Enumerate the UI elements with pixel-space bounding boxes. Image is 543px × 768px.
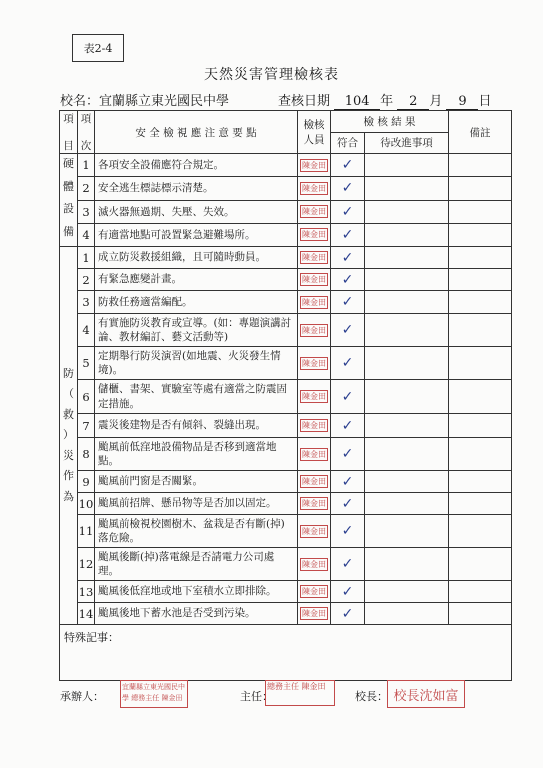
checklist-item-text: 各項安全設備應符合規定。 <box>95 154 298 177</box>
checklist-row <box>60 291 512 314</box>
conform-check[interactable]: ✓ <box>331 269 365 291</box>
inspector-stamp: 陳金田 <box>302 392 326 401</box>
school-name[interactable]: 宜蘭縣立東光國民中學 <box>99 94 230 109</box>
remarks-cell[interactable] <box>449 581 512 603</box>
principal-seal: 校長沈如富 <box>387 680 465 708</box>
date-year-field[interactable]: 104 <box>334 94 380 110</box>
conform-check[interactable]: ✓ <box>331 414 365 438</box>
conform-check[interactable]: ✓ <box>331 200 365 223</box>
inspector-cell[interactable] <box>298 581 331 603</box>
checklist-item-text: 颱風後地下蓄水池是否受到污染。 <box>95 603 298 625</box>
header-item: 安 全 檢 視 應 注 意 要 點 <box>95 111 298 154</box>
checklist-row <box>60 269 512 291</box>
item-number: 4 <box>78 223 95 246</box>
inspector-stamp: 陳金田 <box>302 421 326 430</box>
conform-check[interactable]: ✓ <box>331 581 365 603</box>
improvement-cell[interactable] <box>365 347 449 380</box>
header-category: 項 目 <box>60 111 78 154</box>
item-number: 9 <box>78 471 95 493</box>
inspector-stamp: 陳金田 <box>302 275 326 284</box>
checklist-item-text: 颱風後斷(掉)落電線是否請電力公司處理。 <box>95 548 298 581</box>
inspector-stamp: 陳金田 <box>302 559 326 569</box>
conform-check[interactable]: ✓ <box>331 347 365 380</box>
conform-check[interactable]: ✓ <box>331 177 365 200</box>
item-number: 10 <box>78 493 95 515</box>
inspector-stamp: 陳金田 <box>302 526 326 536</box>
improvement-cell[interactable] <box>365 247 449 269</box>
form-title: 天然災害管理檢核表 <box>204 67 339 83</box>
inspector-stamp: 陳金田 <box>302 230 326 240</box>
handler-label: 承辦人： <box>60 690 104 703</box>
improvement-cell[interactable] <box>365 515 449 548</box>
improvement-cell[interactable] <box>365 471 449 493</box>
remarks-cell[interactable] <box>449 177 512 200</box>
inspection-date-row <box>278 90 491 110</box>
conform-check[interactable]: ✓ <box>331 438 365 471</box>
checklist-item-text: 有實施防災教育或宣導。(如：專題演講討論、教材編訂、藝文活動等) <box>95 314 298 347</box>
remarks-cell[interactable] <box>449 603 512 625</box>
improvement-cell[interactable] <box>365 314 449 347</box>
checklist-row <box>60 581 512 603</box>
principal-label: 校長： <box>355 690 388 703</box>
checklist-item-text: 安全逃生標誌標示清楚。 <box>95 177 298 200</box>
conform-check[interactable]: ✓ <box>331 515 365 548</box>
checklist-item-text: 震災後建物是否有傾斜、裂縫出現。 <box>95 414 298 438</box>
improvement-cell[interactable] <box>365 223 449 246</box>
checklist-row <box>60 438 512 471</box>
checklist-item-text: 颱風後低窪地或地下室積水立即排除。 <box>95 581 298 603</box>
checklist-row <box>60 347 512 380</box>
remarks-cell[interactable] <box>449 493 512 515</box>
header-conform: 符合 <box>331 132 365 154</box>
remarks-cell[interactable] <box>449 291 512 314</box>
conform-check[interactable]: ✓ <box>331 247 365 269</box>
remarks-cell[interactable] <box>449 471 512 493</box>
inspector-cell[interactable] <box>298 493 331 515</box>
header-remarks: 備註 <box>449 111 512 154</box>
school-row <box>60 90 249 109</box>
checklist-item-text: 颱風前門窗是否關緊。 <box>95 471 298 493</box>
conform-check[interactable]: ✓ <box>331 493 365 515</box>
item-number: 2 <box>78 269 95 291</box>
item-number: 3 <box>78 291 95 314</box>
item-number: 6 <box>78 380 95 414</box>
day-unit: 日 <box>478 94 492 109</box>
remarks-cell[interactable] <box>449 154 512 177</box>
checklist-row <box>60 223 512 246</box>
checklist-row <box>60 154 512 177</box>
remarks-cell[interactable] <box>449 414 512 438</box>
inspector-cell[interactable] <box>298 247 331 269</box>
conform-check[interactable]: ✓ <box>331 291 365 314</box>
improvement-cell[interactable] <box>365 154 449 177</box>
inspector-cell[interactable] <box>298 347 331 380</box>
inspector-stamp: 陳金田 <box>302 297 326 307</box>
category-hardware: 硬 體 設 備 <box>60 154 78 247</box>
remarks-cell[interactable] <box>449 200 512 223</box>
director-seal: 總務主任 陳金田 <box>265 680 335 706</box>
conform-check[interactable]: ✓ <box>331 548 365 581</box>
school-label: 校名： <box>60 94 100 109</box>
inspector-cell[interactable] <box>298 223 331 246</box>
remarks-cell[interactable] <box>449 314 512 347</box>
checklist-row <box>60 380 512 414</box>
category-disaster-prevention: 防 （ 救 ） 災 作 為 <box>60 247 78 625</box>
remarks-cell[interactable] <box>449 548 512 581</box>
checklist-row <box>60 177 512 200</box>
inspector-stamp: 陳金田 <box>302 477 326 486</box>
date-month-field[interactable]: 2 <box>397 94 429 110</box>
remarks-cell[interactable] <box>449 438 512 471</box>
remarks-cell[interactable] <box>449 515 512 548</box>
inspector-stamp: 陳金田 <box>302 253 326 262</box>
improvement-cell[interactable] <box>365 414 449 438</box>
improvement-cell[interactable] <box>365 438 449 471</box>
inspector-cell[interactable] <box>298 200 331 223</box>
item-number: 3 <box>78 200 95 223</box>
inspector-cell[interactable] <box>298 438 331 471</box>
improvement-cell[interactable] <box>365 380 449 414</box>
inspector-cell[interactable] <box>298 269 331 291</box>
item-number: 4 <box>78 314 95 347</box>
remarks-cell[interactable] <box>449 269 512 291</box>
checklist-row <box>60 515 512 548</box>
conform-check[interactable]: ✓ <box>331 380 365 414</box>
inspector-cell[interactable] <box>298 603 331 625</box>
checklist-item-text: 颱風前檢視校園樹木、盆栽是否有斷(掉)落危險。 <box>95 515 298 548</box>
special-notes-field[interactable] <box>60 625 512 681</box>
improvement-cell[interactable] <box>365 177 449 200</box>
checklist-item-text: 滅火器無過期、失壓、失效。 <box>95 200 298 223</box>
checklist-row <box>60 493 512 515</box>
inspector-cell[interactable] <box>298 471 331 493</box>
improvement-cell[interactable] <box>365 603 449 625</box>
special-notes-row <box>60 625 512 681</box>
conform-check[interactable]: ✓ <box>331 603 365 625</box>
inspector-cell[interactable] <box>298 380 331 414</box>
inspector-stamp: 陳金田 <box>302 609 326 618</box>
inspector-cell[interactable] <box>298 177 331 200</box>
checklist-item-text: 有緊急應變計畫。 <box>95 269 298 291</box>
inspector-cell[interactable] <box>298 314 331 347</box>
item-number: 1 <box>78 247 95 269</box>
checklist-row <box>60 471 512 493</box>
remarks-cell[interactable] <box>449 380 512 414</box>
inspector-stamp: 陳金田 <box>302 449 326 459</box>
date-day-field[interactable]: 9 <box>446 94 478 110</box>
checklist-item-text: 定期舉行防災演習(如地震、火災發生情境)。 <box>95 347 298 380</box>
header-improve: 待改進事項 <box>365 132 449 154</box>
item-number: 11 <box>78 515 95 548</box>
inspector-stamp: 陳金田 <box>302 499 326 508</box>
conform-check[interactable]: ✓ <box>331 471 365 493</box>
item-number: 8 <box>78 438 95 471</box>
checklist-row <box>60 603 512 625</box>
inspector-cell[interactable] <box>298 291 331 314</box>
form-number-tag: 表2-4 <box>72 34 124 62</box>
improvement-cell[interactable] <box>365 493 449 515</box>
item-number: 13 <box>78 581 95 603</box>
inspector-cell[interactable] <box>298 515 331 548</box>
item-number: 1 <box>78 154 95 177</box>
special-notes-label: 特殊記事： <box>64 631 119 644</box>
inspector-cell[interactable] <box>298 414 331 438</box>
improvement-cell[interactable] <box>365 200 449 223</box>
improvement-cell[interactable] <box>365 581 449 603</box>
item-number: 14 <box>78 603 95 625</box>
checklist-item-text: 防救任務適當編配。 <box>95 291 298 314</box>
checklist-item-text: 成立防災救援組織，且可隨時動員。 <box>95 247 298 269</box>
checklist-item-text: 儲櫃、書架、實驗室等處有適當之防震固定措施。 <box>95 380 298 414</box>
checklist-item-text: 颱風前低窪地設備物品是否移到適當地點。 <box>95 438 298 471</box>
inspector-stamp: 陳金田 <box>302 183 326 193</box>
conform-check[interactable]: ✓ <box>331 154 365 177</box>
item-number: 5 <box>78 347 95 380</box>
checklist-row <box>60 548 512 581</box>
remarks-cell[interactable] <box>449 247 512 269</box>
inspector-stamp: 陳金田 <box>302 207 326 217</box>
inspection-table <box>59 110 512 681</box>
director-label: 主任： <box>240 690 273 703</box>
checklist-row <box>60 247 512 269</box>
improvement-cell[interactable] <box>365 269 449 291</box>
checklist-row <box>60 414 512 438</box>
conform-check[interactable]: ✓ <box>331 314 365 347</box>
remarks-cell[interactable] <box>449 347 512 380</box>
improvement-cell[interactable] <box>365 291 449 314</box>
improvement-cell[interactable] <box>365 548 449 581</box>
inspector-cell[interactable] <box>298 548 331 581</box>
remarks-cell[interactable] <box>449 223 512 246</box>
item-number: 2 <box>78 177 95 200</box>
checklist-item-text: 颱風前招牌、懸吊物等是否加以固定。 <box>95 493 298 515</box>
conform-check[interactable]: ✓ <box>331 223 365 246</box>
header-inspector: 檢核 人員 <box>298 111 331 154</box>
inspector-stamp: 陳金田 <box>302 587 326 596</box>
handler-seal: 宜蘭縣立東光國民中學 總務主任 陳金田 <box>120 680 188 708</box>
inspector-stamp: 陳金田 <box>302 160 326 170</box>
checklist-row <box>60 200 512 223</box>
month-unit: 月 <box>429 94 443 109</box>
item-number: 7 <box>78 414 95 438</box>
header-results: 檢 核 結 果 <box>331 111 449 133</box>
inspector-cell[interactable] <box>298 154 331 177</box>
year-unit: 年 <box>380 94 394 109</box>
inspector-stamp: 陳金田 <box>302 358 326 368</box>
header-number: 項 次 <box>78 111 95 154</box>
checklist-row <box>60 314 512 347</box>
inspector-stamp: 陳金田 <box>302 325 326 335</box>
date-label: 查核日期 <box>278 94 331 109</box>
item-number: 12 <box>78 548 95 581</box>
checklist-item-text: 有適當地點可設置緊急避難場所。 <box>95 223 298 246</box>
